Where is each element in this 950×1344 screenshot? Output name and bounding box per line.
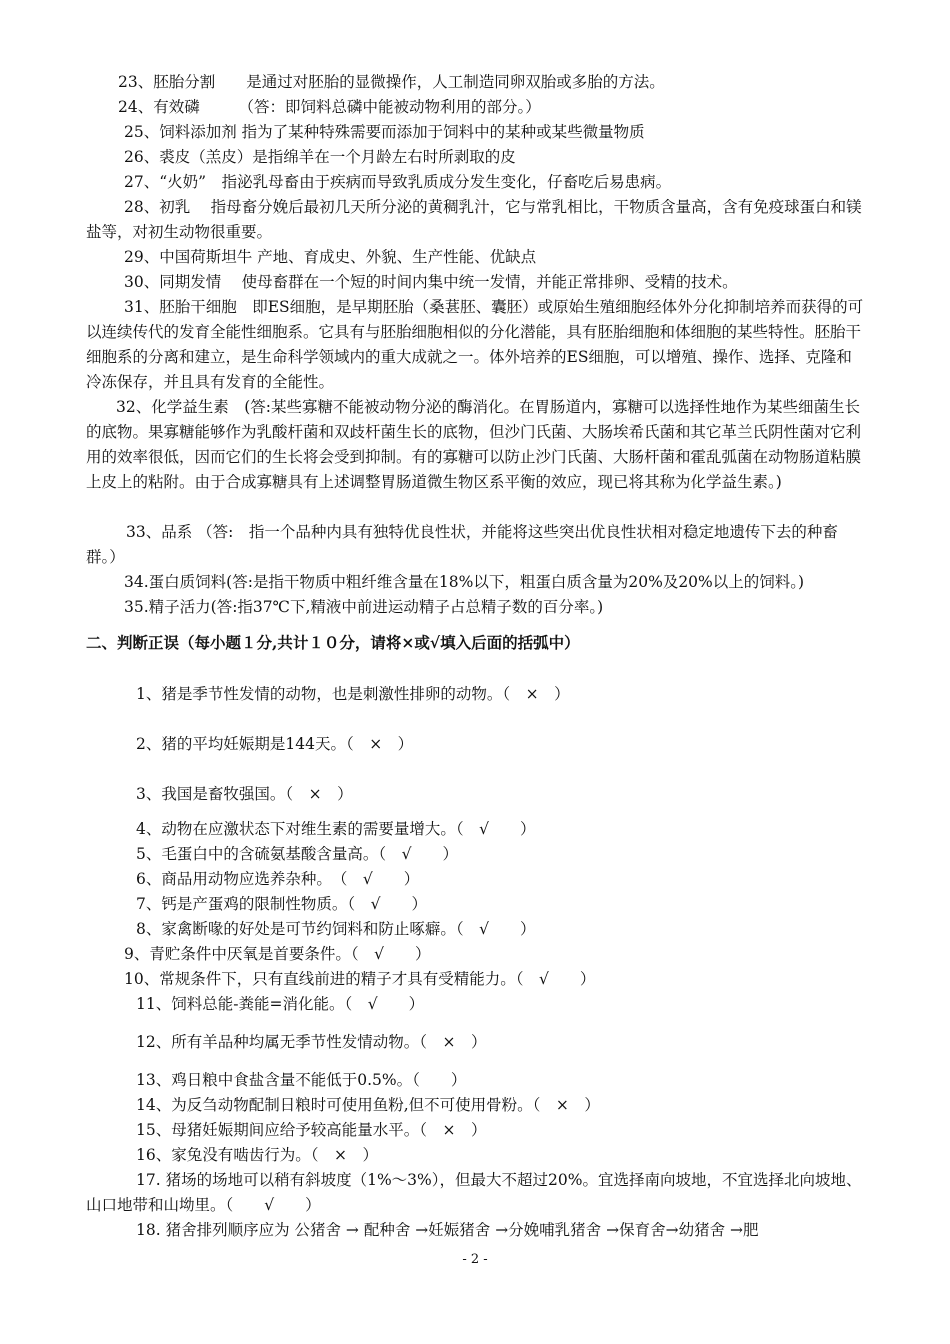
term-23: 23、胚胎分割 是通过对胚胎的显微操作，人工制造同卵双胎或多胎的方法。 <box>118 73 665 91</box>
judgment-18: 18. 猪舍排列顺序应为 公猪舍 → 配种舍 →妊娠猪舍 →分娩哺乳猪舍 →保育舍→幼猪舍 →肥 <box>136 1221 759 1239</box>
term-34: 34.蛋白质饲料(答:是指干物质中粗纤维含量在18%以下，粗蛋白质含量为20%及20%以上的饲料。) <box>124 573 805 591</box>
judgment-5: 5、毛蛋白中的含硫氨基酸含量高。（ √ ） <box>136 845 458 863</box>
term-35: 35.精子活力(答:指37℃下,精液中前进运动精子占总精子数的百分率。) <box>124 598 604 616</box>
judgment-2: 2、猪的平均妊娠期是144天。（ × ） <box>136 735 414 753</box>
term-30: 30、同期发情 使母畜群在一个短的时间内集中统一发情，并能正常排卵、受精的技术。 <box>124 273 738 291</box>
judgment-1: 1、猪是季节性发情的动物，也是刺激性排卵的动物。（ × ） <box>136 685 570 703</box>
judgment-8: 8、家禽断喙的好处是可节约饲料和防止啄癖。（ √ ） <box>136 920 536 938</box>
term-28: 28、初乳 指母畜分娩后最初几天所分泌的黄稠乳汁，它与常乳相比，干物质含量高，含有免疫球蛋白和镁盐等，对初生动物很重要。 <box>86 198 862 241</box>
term-33: 33、品系 （答: 指一个品种内具有独特优良性状，并能将这些突出优良性状相对稳定地遗传下去的种畜群。） <box>86 523 838 566</box>
term-25: 25、饲料添加剂 指为了某种特殊需要而添加于饲料中的某种或某些微量物质 <box>124 123 645 141</box>
judgment-12: 12、所有羊品种均属无季节性发情动物。（ × ） <box>136 1033 487 1051</box>
judgment-15: 15、母猪妊娠期间应给予较高能量水平。（ × ） <box>136 1121 487 1139</box>
judgment-16: 16、家兔没有啮齿行为。（ × ） <box>136 1146 378 1164</box>
judgment-7: 7、钙是产蛋鸡的限制性物质。（ √ ） <box>136 895 427 913</box>
term-31: 31、胚胎干细胞 即ES细胞，是早期胚胎（桑葚胚、囊胚）或原始生殖细胞经体外分化抑制培养而获得的可以连续传代的发育全能性细胞系。它具有与胚胎细胞相似的分化潜能，具有胚胎细胞和体细胞的某些特性。胚胎干细胞系的分离和建立，是生命科学领域内的重大成就之一。体外培养的ES细胞，可以增殖、操作、选择、克隆和冷冻保存，并且具有发育的全能性。 <box>86 298 864 391</box>
judgment-9: 9、青贮条件中厌氧是首要条件。（ √ ） <box>124 945 431 963</box>
judgment-13: 13、鸡日粮中食盐含量不能低于0.5%。（ ） <box>136 1071 467 1089</box>
judgment-6: 6、商品用动物应选养杂种。 （ √ ） <box>136 870 420 888</box>
page-number: - 2 - <box>462 1252 488 1267</box>
section-2-heading: 二、判断正误（每小题１分,共计１０分，请将×或√填入后面的括弧中） <box>86 633 580 652</box>
term-26: 26、裘皮（羔皮）是指绵羊在一个月龄左右时所剥取的皮 <box>124 148 516 166</box>
term-32: 32、化学益生素 (答:某些寡糖不能被动物分泌的酶消化。在胃肠道内，寡糖可以选择性地作为某些细菌生长的底物。果寡糖能够作为乳酸杆菌和双歧杆菌生长的底物，但沙门氏菌、大肠埃希氏菌和其它革兰氏阴性菌对它利用的效率很低，因而它们的生长将会受到抑制。有的寡糖可以防止沙门氏菌、大肠杆菌和霍乱弧菌在动物肠道粘膜上皮上的粘附。由于合成寡糖具有上述调整胃肠道微生物区系平衡的效应，现已将其称为化学益生素。) <box>86 398 862 491</box>
judgment-11: 11、饲料总能-粪能=消化能。（ √ ） <box>136 995 425 1013</box>
judgment-14: 14、为反刍动物配制日粮时可使用鱼粉,但不可使用骨粉。（ × ） <box>136 1096 600 1114</box>
judgment-4: 4、动物在应激状态下对维生素的需要量增大。（ √ ） <box>136 820 536 838</box>
term-29: 29、中国荷斯坦牛 产地、育成史、外貌、生产性能、优缺点 <box>124 248 537 266</box>
judgment-3: 3、我国是畜牧强国。（ × ） <box>136 785 353 803</box>
judgment-10: 10、常规条件下，只有直线前进的精子才具有受精能力。（ √ ） <box>124 970 596 988</box>
judgment-17: 17. 猪场的场地可以稍有斜坡度（1%～3%），但最大不超过20%。宜选择南向坡地，不宜选择北向坡地、山口地带和山坳里。（ √ ） <box>86 1171 862 1214</box>
term-24: 24、有效磷 （答：即饲料总磷中能被动物利用的部分。） <box>118 98 541 116</box>
term-27: 27、“火奶” 指泌乳母畜由于疾病而导致乳质成分发生变化，仔畜吃后易患病。 <box>124 173 672 191</box>
